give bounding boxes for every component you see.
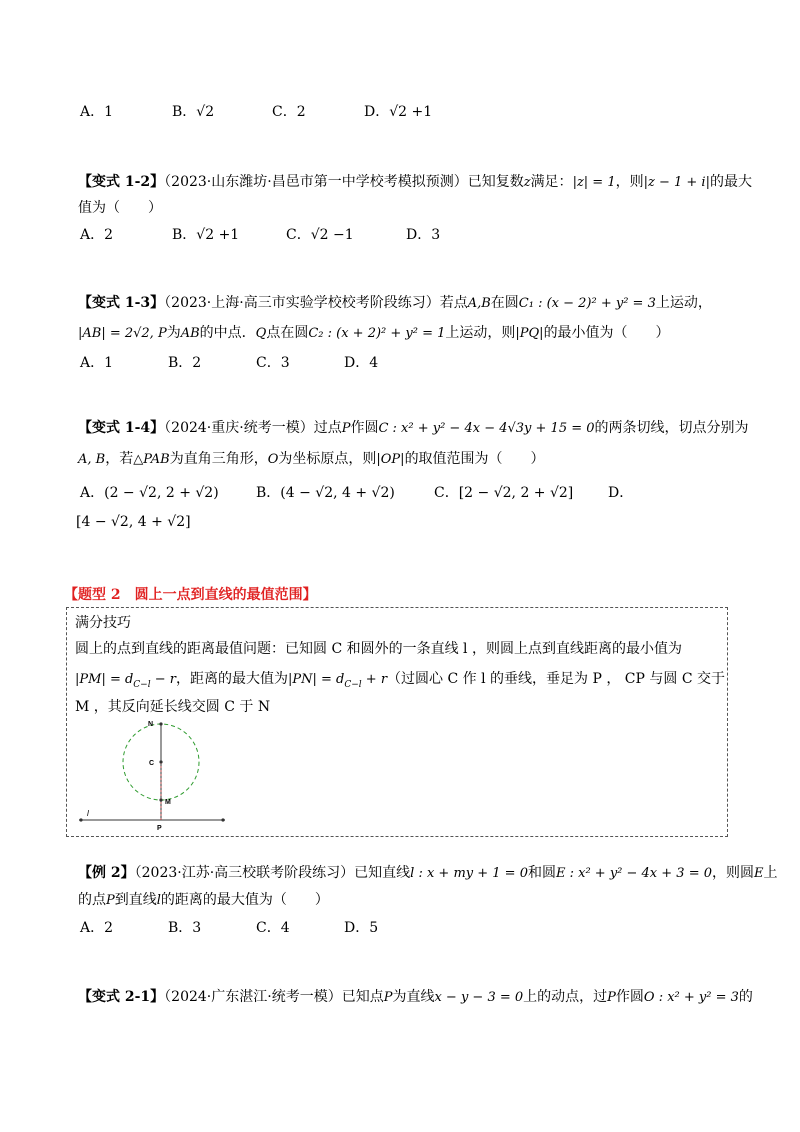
v21-source: （2024·广东湛江·统考一模） — [164, 989, 342, 1005]
option-c: C．3 — [256, 355, 290, 371]
v13-text: 的最小值为（ ） — [543, 325, 670, 341]
option-c: C．√2 −1 — [286, 227, 354, 243]
option-c: C．[2 − √2, 2 + √2] — [434, 485, 574, 501]
ex2-text: 上 — [763, 865, 778, 881]
ex2-line2 — [78, 891, 329, 910]
label-l: l — [87, 809, 89, 818]
v12-text: 已知复数 — [467, 174, 524, 190]
option-a: A．1 — [80, 355, 114, 371]
tip-minus-r: − r — [150, 672, 176, 687]
ex2-text: 到直线 — [114, 892, 157, 908]
v14-line1 — [78, 419, 749, 438]
tip-line1: 圆上的点到直线的距离最值问题：已知圆 C 和圆外的一条直线 l ，则圆上点到直线距离的最小值为 — [75, 641, 682, 657]
v21-text: 为直线 — [392, 989, 435, 1005]
point-l-left — [79, 818, 82, 821]
tip-paren: （过圆心 C 作 l 的垂线，垂足为 P ， CP 与圆 C 交于 — [387, 671, 726, 687]
ex2-p: P — [106, 893, 115, 908]
ex2-options — [80, 917, 378, 937]
v13-q: Q — [255, 326, 267, 341]
label-c: C — [149, 760, 155, 767]
circle-line-diagram — [77, 716, 257, 836]
v14-triangle: △PAB — [133, 452, 170, 467]
ex2-source: （2023·江苏·高三校联考阶段练习） — [134, 865, 355, 881]
option-a: A．1 — [80, 104, 114, 120]
v13-text: 点在圆 — [266, 325, 309, 341]
option-b: B．2 — [168, 355, 202, 371]
v12-options — [80, 224, 440, 244]
tip-title: 满分技巧 — [75, 615, 131, 631]
v13-circle1: C₁ : (x − 2)² + y² = 3 — [518, 296, 656, 311]
ex2-e: E — [754, 866, 764, 881]
v13-circle2: C₂ : (x + 2)² + y² = 1 — [308, 326, 446, 341]
v14-op: |OP| — [376, 452, 405, 467]
v12-text: 满足： — [530, 174, 573, 190]
option-d: D．5 — [344, 920, 379, 936]
v14-text: 作圆 — [350, 420, 379, 436]
tip-plus-r: + r — [361, 672, 388, 687]
tip-line3: M ，其反向延长线交圆 C 于 N — [75, 699, 271, 715]
point-n — [159, 722, 162, 725]
ex2-l: l — [156, 893, 161, 908]
v14-text: 的两条切线，切点分别为 — [594, 420, 749, 436]
v21-p2: P — [607, 990, 616, 1005]
option-b: B．(4 − √2, 4 + √2) — [256, 485, 395, 501]
point-m — [159, 798, 162, 801]
v13-text: 的中点． — [199, 325, 256, 341]
option-b: B．√2 — [172, 104, 215, 120]
option-c: C．4 — [256, 920, 290, 936]
v21-line: x − y − 3 = 0 — [434, 990, 524, 1005]
v14-source: （2024·重庆·统考一模） — [164, 420, 314, 436]
v14-label: 【变式 1-4】 — [78, 420, 165, 436]
v12-expr: |z − 1 + i| — [643, 175, 710, 190]
label-p: P — [157, 825, 162, 832]
option-a: A．2 — [80, 227, 114, 243]
option-a: A．(2 − √2, 2 + √2) — [80, 485, 219, 501]
option-d-label: D． — [608, 485, 634, 501]
type2-title: 【题型 2 圆上一点到直线的最值范围】 — [64, 587, 317, 603]
tip-sub: C−l — [344, 679, 362, 690]
v14-ab: A, B — [78, 452, 106, 467]
v14-circle: C : x² + y² − 4x − 4√3y + 15 = 0 — [378, 421, 595, 436]
v13-text: 上运动，则 — [445, 325, 516, 341]
point-l-right — [221, 818, 224, 821]
v12-var: z — [523, 175, 531, 190]
v12-text: 的最大 — [709, 174, 752, 190]
v13-text: 在圆 — [490, 295, 519, 311]
v13-ab2: AB — [180, 326, 200, 341]
ex2-text: 的距离的最大值为（ ） — [160, 892, 329, 908]
v14-text: 的取值范围为（ ） — [404, 451, 545, 467]
v14-o: O — [267, 452, 279, 467]
v14-option-d: [4 − √2, 4 + √2] — [76, 514, 191, 530]
label-n: N — [148, 721, 154, 728]
v14-p: P — [341, 421, 351, 436]
v14-text: 为坐标原点，则 — [278, 451, 377, 467]
tip-sub: C−l — [133, 679, 151, 690]
v13-source: （2023·上海·高三市实验学校校考阶段练习） — [164, 295, 440, 311]
ex2-text: 已知直线 — [354, 865, 411, 881]
v13-text: 上运动， — [655, 295, 712, 311]
v12-cond: |z| = 1 — [572, 175, 616, 190]
v21-label: 【变式 2-1】 — [78, 989, 165, 1005]
v21-text: 已知点 — [341, 989, 384, 1005]
v21-text: 上的动点，过 — [523, 989, 608, 1005]
ex2-line1 — [78, 864, 778, 883]
v14-text: ，若 — [105, 451, 134, 467]
ex2-text: ，则圆 — [712, 865, 754, 881]
tip-box — [66, 607, 728, 837]
v12-text: ，则 — [615, 174, 644, 190]
v14-text: 为直角三角形， — [169, 451, 268, 467]
ex2-label: 【例 2】 — [78, 865, 135, 881]
tip-mid: ，距离的最大值为 — [175, 671, 288, 687]
v13-text: 若点 — [439, 295, 468, 311]
ex2-line: l : x + my + 1 = 0 — [410, 866, 528, 881]
q0-options — [80, 101, 432, 121]
v13-label: 【变式 1-3】 — [78, 295, 165, 311]
ex2-text: 和圆 — [527, 865, 556, 881]
v21-line1 — [78, 988, 753, 1007]
option-b: B．√2 +1 — [172, 227, 240, 243]
v21-circle: O : x² + y² = 3 — [643, 990, 739, 1005]
v13-options — [80, 352, 378, 372]
v13-line1 — [78, 294, 712, 313]
option-c: C．2 — [272, 104, 306, 120]
option-a: A．2 — [80, 920, 114, 936]
tip-pn: |PN| = d — [287, 672, 345, 687]
v13-line2 — [78, 324, 670, 343]
v14-text: 过点 — [313, 420, 342, 436]
label-m: M — [165, 799, 171, 806]
v12-label: 【变式 1-2】 — [78, 174, 165, 190]
v14-line2 — [78, 450, 545, 469]
v13-pq: |PQ| — [515, 326, 544, 341]
option-d: D．3 — [406, 227, 441, 243]
tip-line2 — [75, 668, 725, 690]
v12-line1 — [78, 173, 752, 192]
tip-pm: |PM| = d — [75, 672, 134, 687]
option-d: D．4 — [344, 355, 379, 371]
v21-text: 的 — [738, 989, 753, 1005]
option-b: B．3 — [168, 920, 202, 936]
point-c — [159, 760, 162, 763]
v13-points: A,B — [467, 296, 491, 311]
v13-text: 为 — [166, 325, 181, 341]
ex2-circle: E : x² + y² − 4x + 3 = 0 — [555, 866, 712, 881]
ex2-text: 的点 — [78, 892, 106, 908]
v14-options — [80, 482, 633, 502]
v12-line2: 值为（ ） — [78, 200, 162, 216]
option-d: D．√2 +1 — [364, 104, 433, 120]
v12-source: （2023·山东潍坊·昌邑市第一中学校考模拟预测） — [164, 174, 468, 190]
v13-ab: |AB| = 2√2, P — [78, 326, 167, 341]
v21-p: P — [383, 990, 393, 1005]
v21-text: 作圆 — [615, 989, 644, 1005]
